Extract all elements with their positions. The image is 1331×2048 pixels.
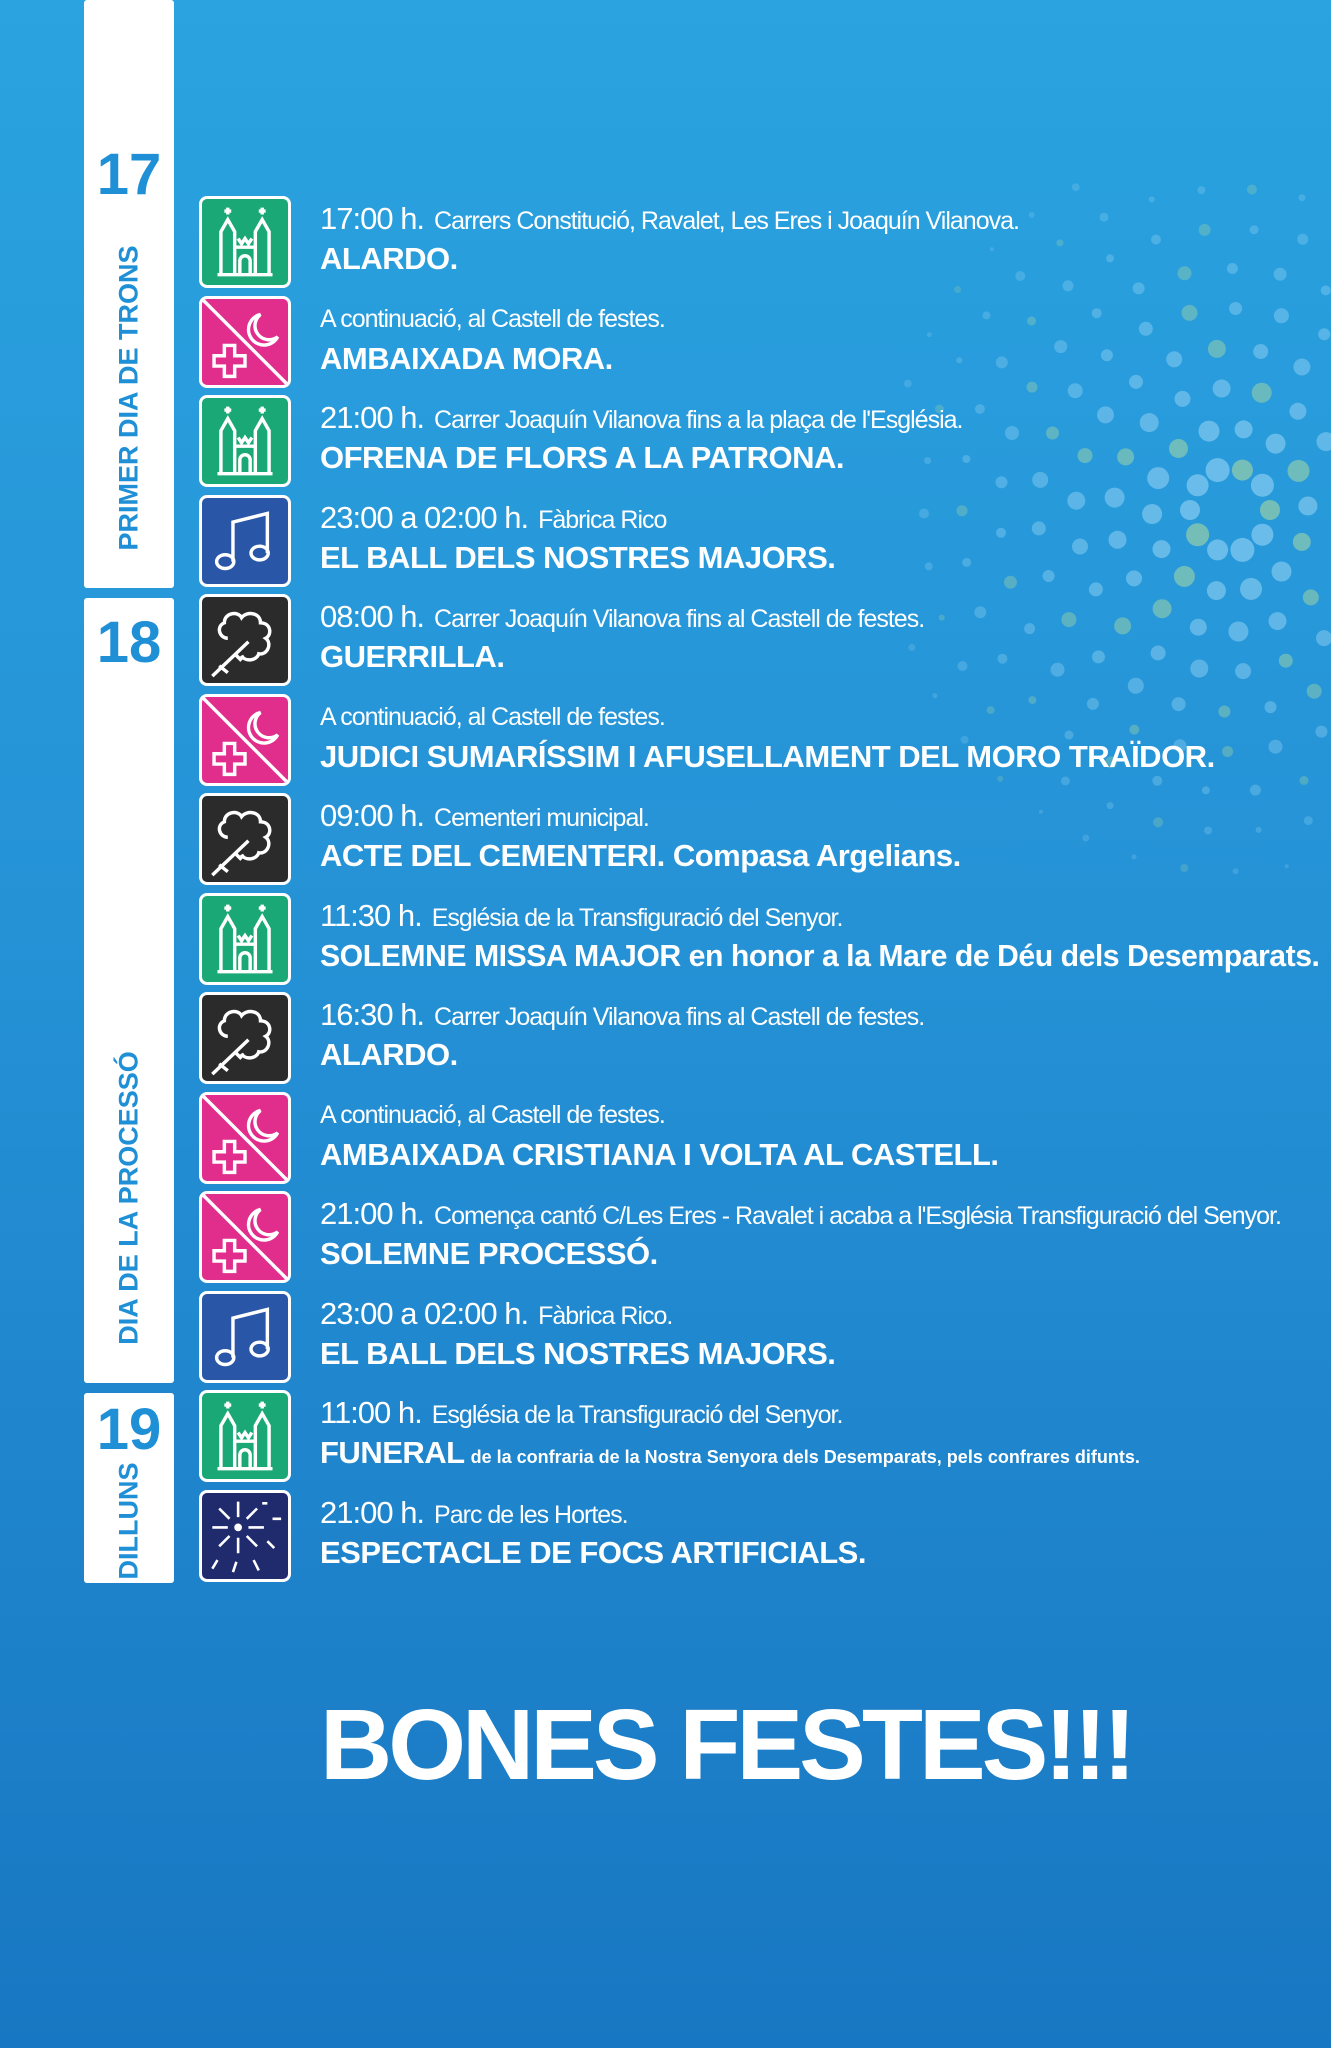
event-title-line: [320, 539, 835, 577]
event-title-line: [320, 1534, 866, 1572]
event-subtitle: de la confraria de la Nostra Senyora dels Desemparats, pels confrares difunts.: [470, 1447, 1140, 1467]
event-title-line: [320, 1136, 999, 1174]
crescent-cross-icon: [199, 296, 291, 388]
event-info: [320, 899, 842, 935]
decorative-dot: [1318, 328, 1330, 340]
event-info: [320, 1396, 842, 1432]
event-time: 17:00 h.: [320, 201, 425, 236]
event-title: FUNERAL: [320, 1435, 465, 1470]
crescent-cross-icon: [199, 694, 291, 786]
event-row: [199, 1291, 1319, 1385]
church-icon: [199, 196, 291, 288]
event-row: [199, 1191, 1319, 1285]
event-row: [199, 1390, 1319, 1484]
event-title: GUERRILLA.: [320, 639, 505, 674]
event-row: [199, 793, 1319, 887]
decorative-dot: [1247, 185, 1257, 195]
event-row: [199, 395, 1319, 489]
event-place: A continuació, al Castell de festes.: [320, 703, 665, 731]
church-icon: [199, 1390, 291, 1482]
event-place: Carrer Joaquín Vilanova fins al Castell de festes.: [434, 1003, 925, 1031]
event-title-line: [320, 439, 844, 477]
event-info: [320, 1496, 628, 1532]
event-info: [320, 401, 962, 437]
day-number-19: 19: [96, 1397, 162, 1462]
event-row: [199, 594, 1319, 688]
event-title-line: [320, 340, 613, 378]
event-title-line: [320, 1235, 658, 1273]
event-place: A continuació, al Castell de festes.: [320, 1101, 665, 1129]
decorative-dot: [1197, 186, 1205, 194]
event-title: EL BALL DELS NOSTRES MAJORS.: [320, 1336, 836, 1371]
event-row: [199, 893, 1319, 987]
day-strip-18: [84, 598, 174, 1383]
fireworks-icon: [199, 1490, 291, 1582]
event-title-line: [320, 937, 1319, 975]
music-note-icon: [199, 495, 291, 587]
event-info: [320, 302, 665, 336]
event-info: [320, 700, 665, 734]
event-info: [320, 799, 649, 835]
decorative-dot: [1321, 285, 1331, 295]
event-place: Carrer Joaquín Vilanova fins al Castell de festes.: [434, 605, 925, 633]
event-place: Fàbrica Rico: [538, 506, 667, 534]
event-info: [320, 1297, 672, 1333]
event-title-line: [320, 1335, 835, 1373]
event-title: JUDICI SUMARÍSSIM I AFUSELLAMENT DEL MORO TRAÏDOR.: [320, 739, 1215, 774]
event-title-line: [320, 738, 1215, 776]
church-icon: [199, 395, 291, 487]
event-info: [320, 998, 924, 1034]
event-place: Comença cantó C/Les Eres - Ravalet i acaba a l'Església Transfiguració del Senyor.: [434, 1202, 1281, 1230]
crescent-cross-icon: [199, 1092, 291, 1184]
event-place: Església de la Transfiguració del Senyor.: [431, 1401, 843, 1429]
event-place: Carrers Constitució, Ravalet, Les Eres i Joaquín Vilanova.: [434, 207, 1019, 235]
event-time: 08:00 h.: [320, 599, 425, 634]
musket-smoke-icon: [199, 594, 291, 686]
event-title: SOLEMNE MISSA MAJOR en honor a la Mare de Déu dels Desemparats.: [320, 938, 1320, 973]
event-time: 11:00 h.: [320, 1395, 422, 1430]
event-info: [320, 600, 924, 636]
decorative-dot: [1072, 183, 1080, 191]
event-title: ALARDO.: [320, 241, 458, 276]
musket-smoke-icon: [199, 793, 291, 885]
event-row: [199, 992, 1319, 1086]
event-place: Carrer Joaquín Vilanova fins a la plaça de l'Església.: [434, 406, 963, 434]
event-info: [320, 1098, 665, 1132]
event-row: [199, 196, 1319, 290]
day-strip-17: [84, 0, 174, 588]
event-title: SOLEMNE PROCESSÓ.: [320, 1236, 658, 1271]
event-info: [320, 501, 666, 537]
event-place: A continuació, al Castell de festes.: [320, 305, 665, 333]
event-time: 21:00 h.: [320, 1196, 425, 1231]
event-row: [199, 296, 1319, 390]
day-label-19: DILLUNS: [113, 1462, 144, 1580]
day-label-17: PRIMER DIA DE TRONS: [113, 245, 144, 551]
event-title: OFRENA DE FLORS A LA PATRONA.: [320, 440, 844, 475]
day-number-17: 17: [96, 142, 162, 207]
event-place: Parc de les Hortes.: [434, 1501, 628, 1529]
event-title-line: [320, 1036, 458, 1074]
event-time: 11:30 h.: [320, 898, 422, 933]
event-info: [320, 202, 1019, 238]
event-title: EL BALL DELS NOSTRES MAJORS.: [320, 540, 836, 575]
day-label-18: DIA DE LA PROCESSÓ: [113, 1051, 144, 1345]
event-title-line: [320, 638, 504, 676]
event-time: 23:00 a 02:00 h.: [320, 1296, 529, 1331]
event-title-line: [320, 240, 458, 278]
event-title: ALARDO.: [320, 1037, 458, 1072]
event-row: [199, 694, 1319, 788]
event-time: 16:30 h.: [320, 997, 425, 1032]
event-time: 09:00 h.: [320, 798, 425, 833]
event-title: ESPECTACLE DE FOCS ARTIFICIALS.: [320, 1535, 866, 1570]
greeting: BONES FESTES!!!: [320, 1689, 1133, 1801]
event-time: 23:00 a 02:00 h.: [320, 500, 529, 535]
day-number-18: 18: [96, 610, 162, 675]
event-place: Cementeri municipal.: [434, 804, 649, 832]
event-title-line: [320, 837, 961, 875]
event-title-line: [320, 1434, 1140, 1476]
event-title: ACTE DEL CEMENTERI. Compasa Argelians.: [320, 838, 961, 873]
event-row: [199, 1092, 1319, 1186]
musket-smoke-icon: [199, 992, 291, 1084]
event-row: [199, 495, 1319, 589]
event-row: [199, 1490, 1319, 1584]
church-icon: [199, 893, 291, 985]
event-title: AMBAIXADA CRISTIANA I VOLTA AL CASTELL.: [320, 1137, 999, 1172]
crescent-cross-icon: [199, 1191, 291, 1283]
event-title: AMBAIXADA MORA.: [320, 341, 613, 376]
event-time: 21:00 h.: [320, 400, 425, 435]
event-time: 21:00 h.: [320, 1495, 425, 1530]
music-note-icon: [199, 1291, 291, 1383]
event-place: Església de la Transfiguració del Senyor.: [431, 904, 843, 932]
event-info: [320, 1197, 1281, 1233]
day-strip-19: [84, 1393, 174, 1583]
event-place: Fàbrica Rico.: [538, 1302, 673, 1330]
